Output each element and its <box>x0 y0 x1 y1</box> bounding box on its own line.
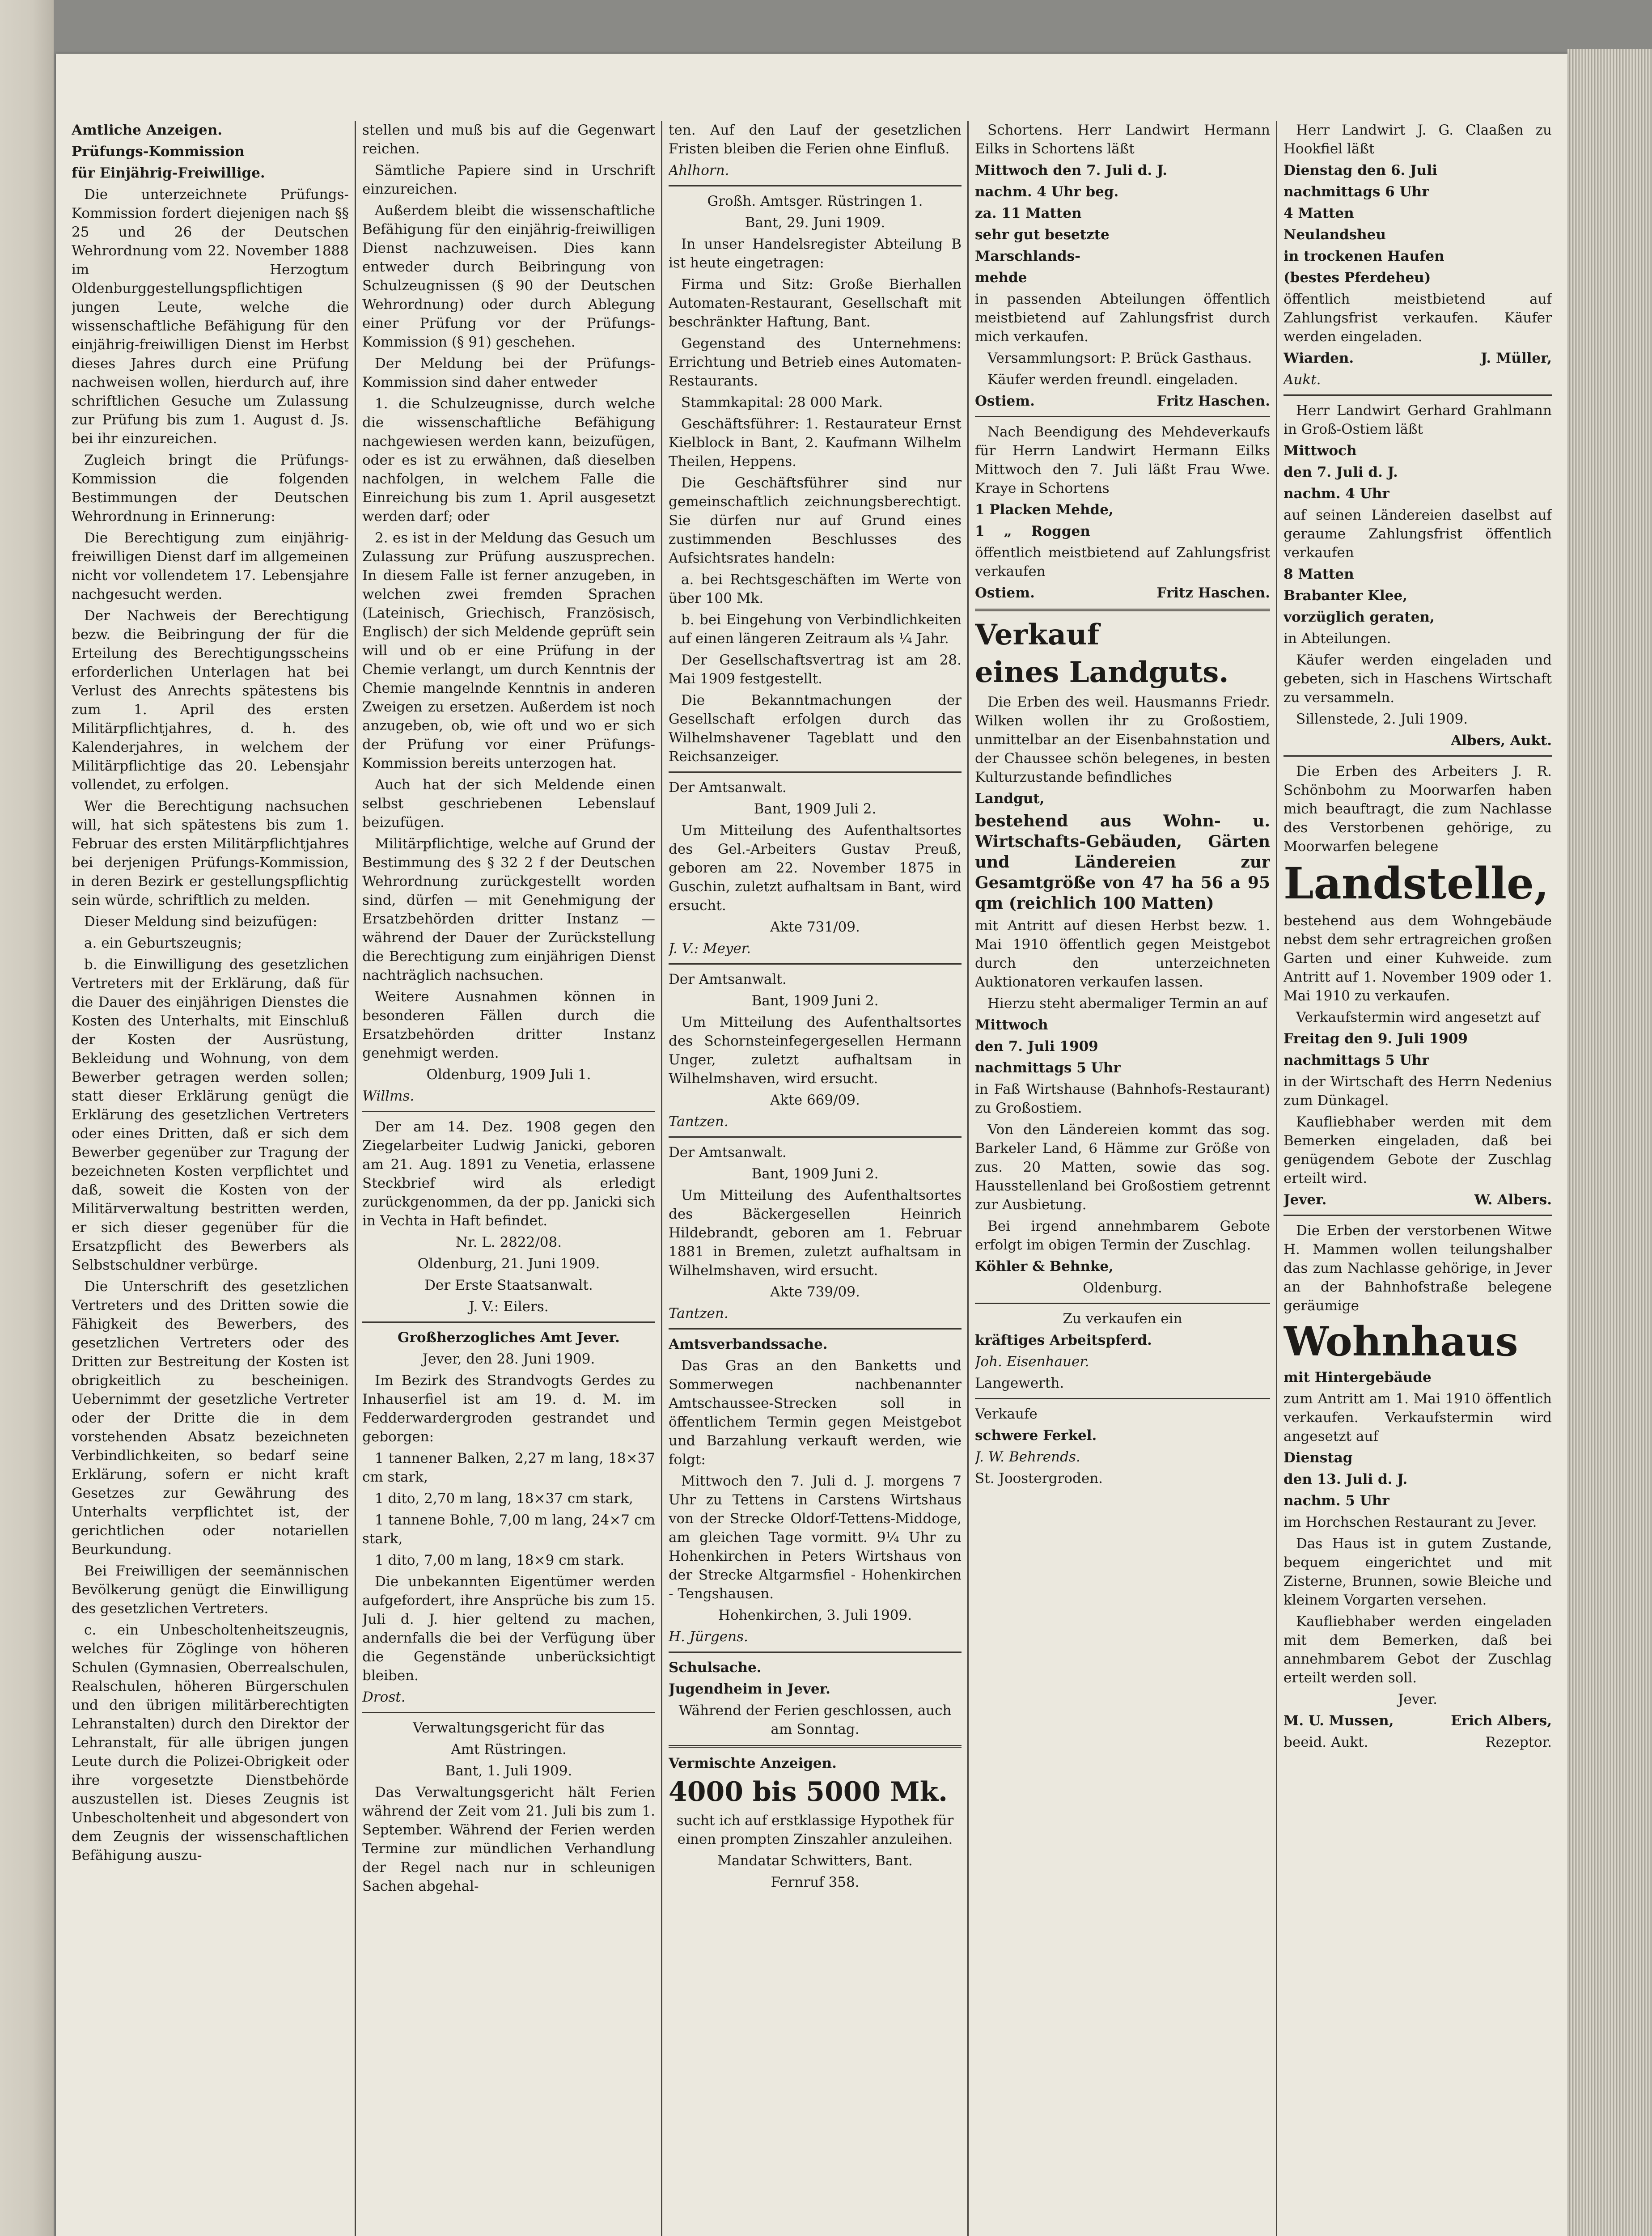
paragraph: Um Mitteilung des Aufenthaltsortes des Gel.-Arbeiters Gustav Preuß, geboren am 22. November 1875 in Guschin, zuletzt aufhaltsam in Bant, wird ersucht. <box>669 822 962 914</box>
signature: J. W. Behrends. <box>975 1449 1080 1465</box>
ad-date: Mittwoch <box>975 1017 1048 1033</box>
ad-headline: Landstelle, <box>1283 858 1549 909</box>
column-4 <box>975 121 1270 2236</box>
signature: Fritz Haschen. <box>1156 585 1270 601</box>
list-item: a. bei Rechtsgeschäften im Werte von über 100 Mk. <box>669 572 962 606</box>
divider <box>1283 755 1552 757</box>
divider <box>1283 1215 1552 1216</box>
paragraph: c. ein Unbescholtenheitszeugnis, welches für Zöglinge von höheren Schulen (Gymnasien, Oberrealschulen, Realschulen, höheren Bürgerschulen und den übrigen militärberechtigten Lehranstalten) durch den Direktor der Lehranstalt, für alle übrigen jungen Leute durch die Polizei-Obrigkeit oder ihre vorgesetzte Dienstbehörde auszustellen ist. Dieses Zeugnis ist Unbescholtenheit und abgesondert von dem Zeugnis der wissenschaftlichen Befähigung auszu- <box>72 1622 349 1863</box>
place-name: Ostiem. <box>975 585 1035 601</box>
ad-date: Mittwoch den 7. Juli d. J. <box>975 162 1168 178</box>
ad-headline: 4 Matten <box>1283 205 1354 221</box>
paragraph: Der Nachweis der Berechtigung bezw. die Beibringung der für die Erteilung des Berechtigungsscheins erforderlichen Unterlagen hat bei Verlust des Anrechts spätestens bis zum 1. April des ersten Militärpflichtjahres, d. h. des Kalenderjahres, in welchem der Militärpflichtige das 20. Lebensjahr vollendet, zu erfolgen. <box>72 608 349 793</box>
paragraph: Der Gesellschaftsvertrag ist am 28. Mai 1909 festgestellt. <box>669 652 962 687</box>
paragraph: Die Erben der verstorbenen Witwe H. Mammen wollen teilungshalber das zum Nachlasse gehörige, in Jever an der Bahnhofstraße belegene geräumige <box>1283 1223 1552 1314</box>
paragraph: Die unterzeichnete Prüfungs-Kommission fordert diejenigen nach §§ 25 und 26 der Deutschen Wehrordnung vom 22. November 1888 im Herzogtum Oldenburggestellungspflichtigen jungen Leute, welche die wissenschaftliche Befähigung für den einjährig-freiwilligen Dienst im Herbst dieses Jahres durch eine Prüfung nachweisen wollen, hierdurch auf, ihre schriftlichen Gesuche um Zulassung zur Prüfung bis zum 1. August d. Js. bei ihr einzureichen. <box>72 186 349 447</box>
paragraph: Das Gras an den Banketts und Sommerwegen nachbenannter Amtschaussee-Strecken soll in öffentlichem Termin gegen Meistgebot und Barzahlung verkauft werden, wie folgt: <box>669 1358 962 1468</box>
ad-headline: Wohnhaus <box>1283 1318 1518 1365</box>
divider <box>669 771 962 773</box>
column-3 <box>669 121 962 2236</box>
paragraph: Käufer werden eingeladen und gebeten, sich in Haschens Wirtschaft zu versammeln. <box>1283 652 1552 706</box>
paragraph: Nach Beendigung des Mehdeverkaufs für Herrn Landwirt Hermann Eilks Mittwoch den 7. Juli läßt Frau Wwe. Kraye in Schortens <box>975 424 1270 496</box>
dateline: Bant, 1909 Juli 2. <box>754 801 877 817</box>
notice-heading: Der Amtsanwalt. <box>669 971 787 987</box>
dateline: Oldenburg, 1909 Juli 1. <box>426 1067 591 1083</box>
paragraph: a. ein Geburtszeugnis; <box>84 935 242 951</box>
reference: Akte 739/09. <box>770 1284 860 1300</box>
paragraph: Sämtliche Papiere sind in Urschrift einzureichen. <box>362 162 655 197</box>
notice-heading: Der Amtsanwalt. <box>669 1144 787 1160</box>
place-name: Jever. <box>1398 1691 1437 1707</box>
paragraph: Um Mitteilung des Aufenthaltsortes des Schornsteinfegergesellen Hermann Unger, zuletzt aufhaltsam in Wilhelmshaven, wird ersucht. <box>669 1014 962 1087</box>
ad-headline: 1 Placken Mehde, <box>975 502 1114 518</box>
paragraph: Außerdem bleibt die wissenschaftliche Befähigung für den einjährig-freiwilligen Dienst nachzuweisen. Dies kann entweder durch Beibringung von Schulzeugnissen (§ 90 der Deutschen Wehrordnung) oder durch Ablegung einer Prüfung vor der Prüfungs-Kommission (§ 91) geschehen. <box>362 203 655 350</box>
divider <box>362 1111 655 1112</box>
notice-heading: Verwaltungsgericht für das <box>413 1720 605 1736</box>
ad-headline: Brabanter Klee, <box>1283 588 1408 604</box>
paragraph: Die Geschäftsführer sind nur gemeinschaftlich zeichnungsberechtigt. Sie dürfen nur auf Grund eines zustimmenden Beschlusses des Aufsichtsrates handeln: <box>669 475 962 566</box>
ad-time: nachm. 5 Uhr <box>1283 1493 1389 1509</box>
ad-date: Mittwoch <box>1283 443 1357 459</box>
signature: Köhler & Behnke, <box>975 1258 1114 1275</box>
paragraph: Dieser Meldung sind beizufügen: <box>84 914 318 930</box>
signature-title: beeid. Aukt. <box>1283 1734 1368 1750</box>
ad-date: den 7. Juli d. J. <box>1283 464 1398 480</box>
signature-row <box>1283 1190 1552 1209</box>
place-name: St. Joostergroden. <box>975 1470 1103 1486</box>
signature: W. Albers. <box>1474 1192 1552 1208</box>
paragraph: zum Antritt am 1. Mai 1910 öffentlich verkaufen. Verkaufstermin wird angesetzt auf <box>1283 1391 1552 1444</box>
paragraph: 1. die Schulzeugnisse, durch welche die wissenschaftliche Befähigung nachgewiesen werden kann, beizufügen, oder es ist zu erwähnen, daß dieselben nachfolgen, in welchem Falle die Einreichung bis zum 1. April ausgesetzt werden darf; oder <box>362 396 655 525</box>
notice-heading: Amtsverbandssache. <box>669 1336 828 1352</box>
column-rule <box>967 121 969 2236</box>
signature: Drost. <box>362 1689 406 1705</box>
ad-headline: kräftiges Arbeitspferd. <box>975 1332 1152 1348</box>
paragraph: In unser Handelsregister Abteilung B ist heute eingetragen: <box>669 236 962 271</box>
ad-subheadline: mit Hintergebäude <box>1283 1369 1432 1385</box>
paragraph: öffentlich meistbietend auf Zahlungsfrist verkaufen <box>975 545 1270 580</box>
paragraph: in der Wirtschaft des Herrn Nedenius zum Dünkagel. <box>1283 1074 1552 1109</box>
notice-heading: Amt Rüstringen. <box>451 1741 567 1757</box>
paragraph: Bei Freiwilligen der seemännischen Bevölkerung genügt die Einwilligung des gesetzlichen Vertreters. <box>72 1563 349 1617</box>
paragraph: auf seinen Ländereien daselbst auf geraume Zahlungsfrist öffentlich verkaufen <box>1283 507 1552 561</box>
ad-time: nachmittags 5 Uhr <box>1283 1052 1429 1068</box>
paragraph: Herr Landwirt Gerhard Grahlmann in Groß-Ostiem läßt <box>1283 402 1552 437</box>
phone-number: Fernruf 358. <box>771 1874 860 1890</box>
divider <box>975 1398 1270 1399</box>
paragraph: Um Mitteilung des Aufenthaltsortes des Bäckergesellen Heinrich Hildebrandt, geboren am 1. Februar 1881 in Bremen, zuletzt aufhaltsam in Wilhelmshaven, wird ersucht. <box>669 1187 962 1279</box>
paragraph: in Faß Wirtshause (Bahnhofs-Restaurant) zu Großostiem. <box>975 1081 1270 1116</box>
paragraph: Zu verkaufen ein <box>1063 1311 1182 1327</box>
signature: Mandatar Schwitters, Bant. <box>717 1853 913 1869</box>
paragraph: Bei irgend annehmbarem Gebote erfolgt im obigen Termin der Zuschlag. <box>975 1218 1270 1253</box>
reference: Akte 731/09. <box>770 919 860 935</box>
reference: Akte 669/09. <box>770 1092 860 1108</box>
list-item: 1 dito, 2,70 m lang, 18×37 cm stark, <box>375 1491 633 1507</box>
ad-date: Freitag den 9. Juli 1909 <box>1283 1031 1468 1047</box>
notice-heading: Schulsache. <box>669 1660 762 1676</box>
ad-headline: eines Landguts. <box>975 656 1229 689</box>
divider <box>975 416 1270 417</box>
ad-date: den 13. Juli d. J. <box>1283 1471 1408 1487</box>
place-name: Wiarden. <box>1283 350 1354 366</box>
ad-date: Dienstag <box>1283 1450 1353 1466</box>
column-rule <box>661 121 662 2236</box>
ad-headline: Neulandsheu <box>1283 227 1386 243</box>
ad-headline: Landgut, <box>975 791 1045 807</box>
dateline: Bant, 29. Juni 1909. <box>745 215 885 231</box>
place-name: Langewerth. <box>975 1375 1064 1391</box>
signature: Joh. Eisenhauer. <box>975 1354 1089 1370</box>
paragraph: Zugleich bringt die Prüfungs-Kommission die folgenden Bestimmungen der Deutschen Wehrordnung in Erinnerung: <box>72 452 349 525</box>
ad-headline: 4000 bis 5000 Mk. <box>669 1776 948 1808</box>
ad-time: nachm. 4 Uhr <box>1283 486 1389 502</box>
paragraph: Kaufliebhaber werden mit dem Bemerken eingeladen, daß bei genügendem Gebote der Zuschlag erteilt wird. <box>1283 1114 1552 1186</box>
list-item: 1 tannener Balken, 2,27 m lang, 18×37 cm stark, <box>362 1450 655 1485</box>
paragraph: Gegenstand des Unternehmens: Errichtung und Betrieb eines Automaten-Restaurants. <box>669 335 962 389</box>
ad-headline: schwere Ferkel. <box>975 1427 1097 1444</box>
ad-headline: mehde <box>975 270 1027 286</box>
notice-heading: für Einjährig-Freiwillige. <box>72 165 265 181</box>
divider <box>669 1745 962 1748</box>
reference: Nr. L. 2822/08. <box>455 1234 562 1250</box>
signature: J. V.: Eilers. <box>469 1299 549 1315</box>
signature: Albers, Aukt. <box>1451 733 1552 749</box>
column-rule <box>355 121 356 2236</box>
signature: Tantzen. <box>669 1114 729 1130</box>
paragraph: öffentlich meistbietend auf Zahlungsfrist verkaufen. Käufer werden eingeladen. <box>1283 291 1552 345</box>
ad-headline: 1 „ Roggen <box>975 523 1090 539</box>
ad-subheadline: (bestes Pferdeheu) <box>1283 270 1431 286</box>
paragraph: Versammlungsort: P. Brück Gasthaus. <box>987 350 1252 366</box>
divider <box>669 963 962 965</box>
dateline: Bant, 1909 Juni 2. <box>751 1166 879 1182</box>
paragraph: Auch hat der sich Meldende einen selbst geschriebenen Lebenslauf beizufügen. <box>362 777 655 830</box>
newspaper-page <box>56 54 1567 2236</box>
place-name: Ostiem. <box>975 393 1035 409</box>
paragraph: ten. Auf den Lauf der gesetzlichen Fristen bleiben die Ferien ohne Einfluß. <box>669 122 962 157</box>
section-title: Vermischte Anzeigen. <box>669 1755 837 1771</box>
paragraph: Das Verwaltungsgericht hält Ferien während der Zeit vom 21. Juli bis zum 1. September. Während der Ferien werden Termine zur mündlichen Verhandlung der Regel nach nur in schleunigen Sachen abgehal- <box>362 1784 655 1894</box>
paragraph: Der Meldung bei der Prüfungs-Kommission sind daher entweder <box>362 356 655 390</box>
paragraph: Herr Landwirt J. G. Claaßen zu Hookfiel läßt <box>1283 122 1552 157</box>
ad-subheadline: vorzüglich geraten, <box>1283 609 1435 625</box>
signature-row <box>975 392 1270 411</box>
signature: Erich Albers, <box>1451 1713 1552 1729</box>
place-name: Jever. <box>1283 1192 1327 1208</box>
signature-row <box>1283 1711 1552 1730</box>
paragraph: im Horchschen Restaurant zu Jever. <box>1283 1514 1537 1530</box>
paragraph: Kaufliebhaber werden eingeladen mit dem Bemerken, daß bei annehmbarem Gebot der Zuschlag erteilt werden soll. <box>1283 1613 1552 1686</box>
paragraph: Die unbekannten Eigentümer werden aufgefordert, ihre Ansprüche bis zum 15. Juli d. J. hier geltend zu machen, andernfalls die bei der Verfügung über die Gegenstände unberücksichtigt bleiben. <box>362 1574 655 1684</box>
paragraph: Schortens. Herr Landwirt Hermann Eilks in Schortens läßt <box>975 122 1270 157</box>
column-1 <box>72 121 349 2236</box>
signature: H. Jürgens. <box>669 1629 748 1645</box>
ad-headline: za. 11 Matten <box>975 205 1082 221</box>
paragraph: 2. es ist in der Meldung das Gesuch um Zulassung zur Prüfung auszusprechen. In diesem Falle ist ferner anzugeben, in welchen zwei fremden Sprachen (Lateinisch, Griechisch, Französisch, Englisch) der sich Meldende geprüft sein will und ob er eine Prüfung in der Chemie verlangt, um durch Kenntnis der Chemie mangelnde Kenntnis in anderen Zweigen zu ersetzen. Außerdem ist noch anzugeben, ob, wie oft und wo er sich der Prüfung vor einer Prüfungs-Kommission bereits unterzogen hat. <box>362 530 655 771</box>
paragraph: b. die Einwilligung des gesetzlichen Vertreters mit der Erklärung, daß für die Dauer des einjährigen Dienstes die Kosten des Unterhalts, mit Einschluß der Kosten der Ausrüstung, Bekleidung und Wohnung, von dem Bewerber getragen werden sollen; statt dieser Erklärung genügt die Erklärung des gesetzlichen Vertreters oder eines Dritten, daß er sich dem Bewerber gegenüber zur Tragung der bezeichneten Kosten verpflichtet und daß, soweit die Kosten von der Militärverwaltung bestritten werden, er sich dieser gegenüber für die Ersatzpflicht des Bewerbers als Selbstschuldner verbürge. <box>72 957 349 1273</box>
notice-heading: Großh. Amtsger. Rüstringen 1. <box>707 193 923 209</box>
signature-row <box>1283 349 1552 368</box>
signature-title: Rezeptor. <box>1485 1734 1552 1750</box>
paragraph: Die Unterschrift des gesetzlichen Vertreters und des Dritten sowie die Fähigkeit des Bewerbers, des gesetzlichen Vertreters oder des Dritten zur Bestreitung der Kosten ist obrigkeitlich zu bescheinigen. Uebernimmt der gesetzliche Vertreter oder der Dritte die in dem vorstehenden Absatz bezeichneten Verbindlichkeiten, so bedarf seine Erklärung, sofern er nicht kraft Gesetzes zur Gewährung des Unterhalts verpflichtet ist, der gerichtlichen oder notariellen Beurkundung. <box>72 1279 349 1558</box>
divider <box>669 185 962 186</box>
paragraph: Verkaufe <box>975 1406 1038 1422</box>
column-rule <box>1276 121 1277 2236</box>
signature-title: Aukt. <box>1283 372 1321 388</box>
paragraph: Im Bezirk des Strandvogts Gerdes zu Inhauserfiel ist am 19. d. M. im Fedderwardergroden gestrandet und geborgen: <box>362 1372 655 1445</box>
divider <box>362 1712 655 1713</box>
paragraph: Käufer werden freundl. eingeladen. <box>987 372 1238 388</box>
place-name: Oldenburg. <box>1083 1280 1162 1296</box>
paragraph: in Abteilungen. <box>1283 631 1391 647</box>
notice-heading: Prüfungs-Kommission <box>72 144 245 160</box>
paragraph: Das Haus ist in gutem Zustande, bequem eingerichtet und mit Zisterne, Brunnen, sowie Bleiche und kleinem Vorgarten versehen. <box>1283 1536 1552 1608</box>
ad-headline: 8 Matten <box>1283 566 1354 582</box>
signature: Fritz Haschen. <box>1156 393 1270 409</box>
previous-page-binding <box>0 0 54 2236</box>
ad-time: nachm. 4 Uhr beg. <box>975 184 1119 200</box>
paragraph: sucht ich auf erstklassige Hypothek für einen prompten Zinszahler anzuleihen. <box>676 1813 954 1847</box>
signature: Der Erste Staatsanwalt. <box>424 1277 593 1293</box>
signature-row <box>1283 1733 1552 1752</box>
paragraph: Stammkapital: 28 000 Mark. <box>681 394 883 411</box>
dateline: Bant, 1909 Juni 2. <box>751 993 879 1009</box>
divider <box>1283 394 1552 396</box>
ad-subheadline: bestehend aus Wohn- u. Wirtschafts-Gebäuden, Gärten und Ländereien zur Gesamtgröße von 47 ha 56 a 95 qm (reichlich 100 Matten) <box>975 812 1270 913</box>
paragraph: Weitere Ausnahmen können in besonderen Fällen durch die Ersatzbehörden dritter Instanz genehmigt werden. <box>362 989 655 1061</box>
ad-subheadline: in trockenen Haufen <box>1283 248 1444 264</box>
paragraph: Der am 14. Dez. 1908 gegen den Ziegelarbeiter Ludwig Janicki, geboren am 21. Aug. 1891 zu Venetia, erlassene Steckbrief wird als erledigt zurückgenommen, da der pp. Janicki sich in Vechta in Haft befindet. <box>362 1119 655 1229</box>
paragraph: Die Erben des weil. Hausmanns Friedr. Wilken wollen ihr zu Großostiem, unmittelbar an der Eisenbahnstation und der Chaussee schön belegenes, in besten Kulturzustande befindliches <box>975 694 1270 785</box>
ad-headline: Verkauf <box>975 618 1100 652</box>
list-item: 1 tannene Bohle, 7,00 m lang, 24×7 cm stark, <box>362 1512 655 1547</box>
signature-row <box>975 584 1270 602</box>
dateline: Sillenstede, 2. Juli 1909. <box>1296 711 1468 727</box>
divider <box>669 1136 962 1138</box>
paragraph: mit Antritt auf diesen Herbst bezw. 1. Mai 1910 öffentlich gegen Meistgebot durch den unterzeichneten Auktionatoren verkaufen lassen. <box>975 918 1270 990</box>
paragraph: stellen und muß bis auf die Gegenwart reichen. <box>362 122 655 157</box>
dateline: Bant, 1. Juli 1909. <box>445 1763 572 1779</box>
dateline: Oldenburg, 21. Juni 1909. <box>417 1256 600 1272</box>
paragraph: Mittwoch den 7. Juli d. J. morgens 7 Uhr zu Tettens in Carstens Wirtshaus von der Strecke Oldorf-Tettens-Middoge, am gleichen Tage vormitt. 9¼ Uhr zu Hohenkirchen in Peters Wirtshaus von der Strecke Altgarmsfiel - Hohenkirchen - Tengshausen. <box>669 1473 962 1602</box>
ad-date: Dienstag den 6. Juli <box>1283 162 1437 178</box>
ad-time: nachmittags 6 Uhr <box>1283 184 1429 200</box>
list-item: b. bei Eingehung von Verbindlichkeiten auf einen längeren Zeitraum als ¼ Jahr. <box>669 612 962 647</box>
signature: Tantzen. <box>669 1305 729 1321</box>
section-title: Amtliche Anzeigen. <box>72 122 223 138</box>
paragraph: bestehend aus dem Wohngebäude nebst dem sehr ertragreichen großen Garten und einer Kuhweide. zum Antritt auf 1. November 1909 oder 1. Mai 1910 zu verkaufen. <box>1283 913 1552 1004</box>
divider <box>362 1321 655 1323</box>
list-item: 1 dito, 7,00 m lang, 18×9 cm stark. <box>375 1552 625 1568</box>
divider <box>669 1652 962 1653</box>
divider <box>975 609 1270 611</box>
signature: J. Müller, <box>1481 350 1552 366</box>
signature: Willms. <box>362 1088 415 1104</box>
column-5 <box>1283 121 1552 2236</box>
dateline: Jever, den 28. Juni 1909. <box>422 1351 595 1367</box>
ad-headline: Marschlands- <box>975 248 1080 264</box>
paragraph: in passenden Abteilungen öffentlich meistbietend auf Zahlungsfrist durch mich verkaufen. <box>975 291 1270 345</box>
paragraph: Militärpflichtige, welche auf Grund der Bestimmung des § 32 2 f der Deutschen Wehrordnung zurückgestellt worden sind, dürfen — mit Genehmigung der Ersatzbehörden dritter Instanz — während der Dauer der Zurückstellung die Berechtigung zum einjährigen Dienst nachträglich nachsuchen. <box>362 836 655 983</box>
dateline: Hohenkirchen, 3. Juli 1909. <box>718 1607 912 1623</box>
paragraph: Die Erben des Arbeiters J. R. Schönbohm zu Moorwarfen haben mich beauftragt, die zum Nachlasse des Verstorbenen gehörige, zu Moorwarfen belegene <box>1283 763 1552 855</box>
signature: M. U. Mussen, <box>1283 1713 1394 1729</box>
paragraph: Die Bekanntmachungen der Gesellschaft erfolgen durch das Wilhelmshavener Tageblatt und den Reichsanzeiger. <box>669 692 962 765</box>
ad-date: den 7. Juli 1909 <box>975 1038 1098 1054</box>
column-2 <box>362 121 655 2236</box>
paragraph: Während der Ferien geschlossen, auch am Sonntag. <box>678 1702 952 1737</box>
signature: Ahlhorn. <box>669 162 729 178</box>
ad-headline: Jugendheim in Jever. <box>669 1681 830 1697</box>
ad-time: nachmittags 5 Uhr <box>975 1060 1121 1076</box>
ad-headline: sehr gut besetzte <box>975 227 1110 243</box>
divider <box>669 1328 962 1330</box>
divider <box>975 1303 1270 1304</box>
notice-heading: Großherzogliches Amt Jever. <box>398 1330 620 1346</box>
paragraph: Die Berechtigung zum einjährig-freiwilligen Dienst darf im allgemeinen nicht vor vollendetem 17. Lebensjahre nachgesucht werden. <box>72 530 349 602</box>
book-fore-edge <box>1567 49 1652 2236</box>
paragraph: Firma und Sitz: Große Bierhallen Automaten-Restaurant, Gesellschaft mit beschränkter Haftung, Bant. <box>669 276 962 330</box>
signature: J. V.: Meyer. <box>669 940 751 957</box>
paragraph: Hierzu steht abermaliger Termin an auf <box>987 995 1268 1012</box>
paragraph: Wer die Berechtigung nachsuchen will, hat sich spätestens bis zum 1. Februar des ersten Militärpflichtjahres bei derjenigen Prüfungs-Kommission, in deren Bezirk er gestellungspflichtig sein würde, schriftlich zu melden. <box>72 798 349 908</box>
paragraph: Verkaufstermin wird angesetzt auf <box>1296 1009 1540 1025</box>
paragraph: Von den Ländereien kommt das sog. Barkeler Land, 6 Hämme zur Größe von zus. 20 Matten, sowie das sog. Hausstellenland bei Großostiem getrennt zur Ausbietung. <box>975 1122 1270 1213</box>
notice-heading: Der Amtsanwalt. <box>669 779 787 796</box>
paragraph: Geschäftsführer: 1. Restaurateur Ernst Kielblock in Bant, 2. Kaufmann Wilhelm Theilen, Heppens. <box>669 416 962 470</box>
